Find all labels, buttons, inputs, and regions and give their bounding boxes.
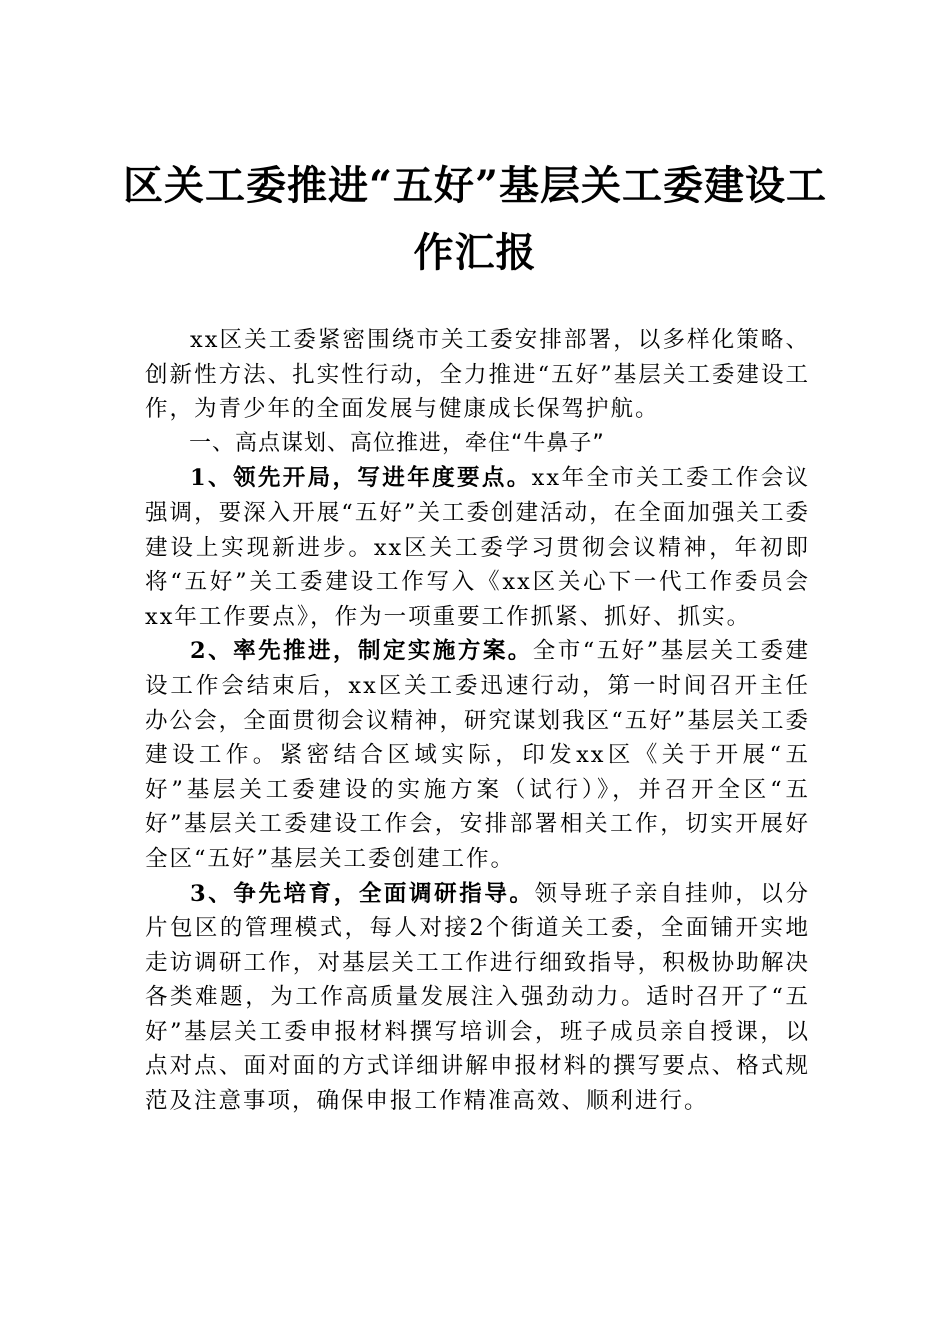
- section-heading: 一、高点谋划、高位推进，牵住“牛鼻子”: [189, 430, 605, 456]
- item-text-3: 领导班子亲自挂帅，以分片包区的管理模式，每人对接2个街道关工委，全面铺开实地走访调研工作，对基层关工工作进行细致指导，积极协助解决各类难题，为工作高质量发展注入强劲动力。适时召开了“五好”基层关工委申报材料撰写培训会，班子成员亲自授课，以点对点、面对面的方式详细讲解申报材料的撰写要点、格式规范及注意事项，确保申报工作精准高效、顺利进行。: [145, 880, 810, 1115]
- item-text-1: xx年全市关工委工作会议强调，要深入开展“五好”关工委创建活动，在全面加强关工委建设上实现新进步。xx区关工委学习贯彻会议精神，年初即将“五好”关工委建设工作写入《xx区关心下一代工作委员会xx年工作要点》，作为一项重要工作抓紧、抓好、抓实。: [145, 465, 810, 630]
- document-body: [145, 323, 810, 1119]
- item-paragraph-2: [145, 634, 810, 876]
- item-text-2: 全市“五好”基层关工委建设工作会结束后，xx区关工委迅速行动，第一时间召开主任办公会，全面贯彻会议精神，研究谋划我区“五好”基层关工委建设工作。紧密结合区域实际，印发xx区《关于开展“五好”基层关工委建设的实施方案（试行）》，并召开全区“五好”基层关工委建设工作会，安排部署相关工作，切实开展好全区“五好”基层关工委创建工作。: [145, 638, 810, 872]
- item-lead-3: 3、争先培育，全面调研指导。: [190, 880, 535, 907]
- item-lead-1: 1、领先开局，写进年度要点。: [190, 465, 532, 492]
- item-paragraph-3: [145, 877, 810, 1119]
- item-paragraph-1: [145, 461, 810, 634]
- document-title-line-2: 作汇报: [413, 229, 537, 276]
- document-title-line-1: 区关工委推进“五好”基层关工委建设工: [122, 162, 827, 209]
- intro-paragraph: xx区关工委紧密围绕市关工委安排部署，以多样化策略、创新性方法、扎实性行动，全力推进“五好”基层关工委建设工作，为青少年的全面发展与健康成长保驾护航。: [145, 327, 810, 423]
- item-lead-2: 2、率先推进，制定实施方案。: [190, 638, 533, 665]
